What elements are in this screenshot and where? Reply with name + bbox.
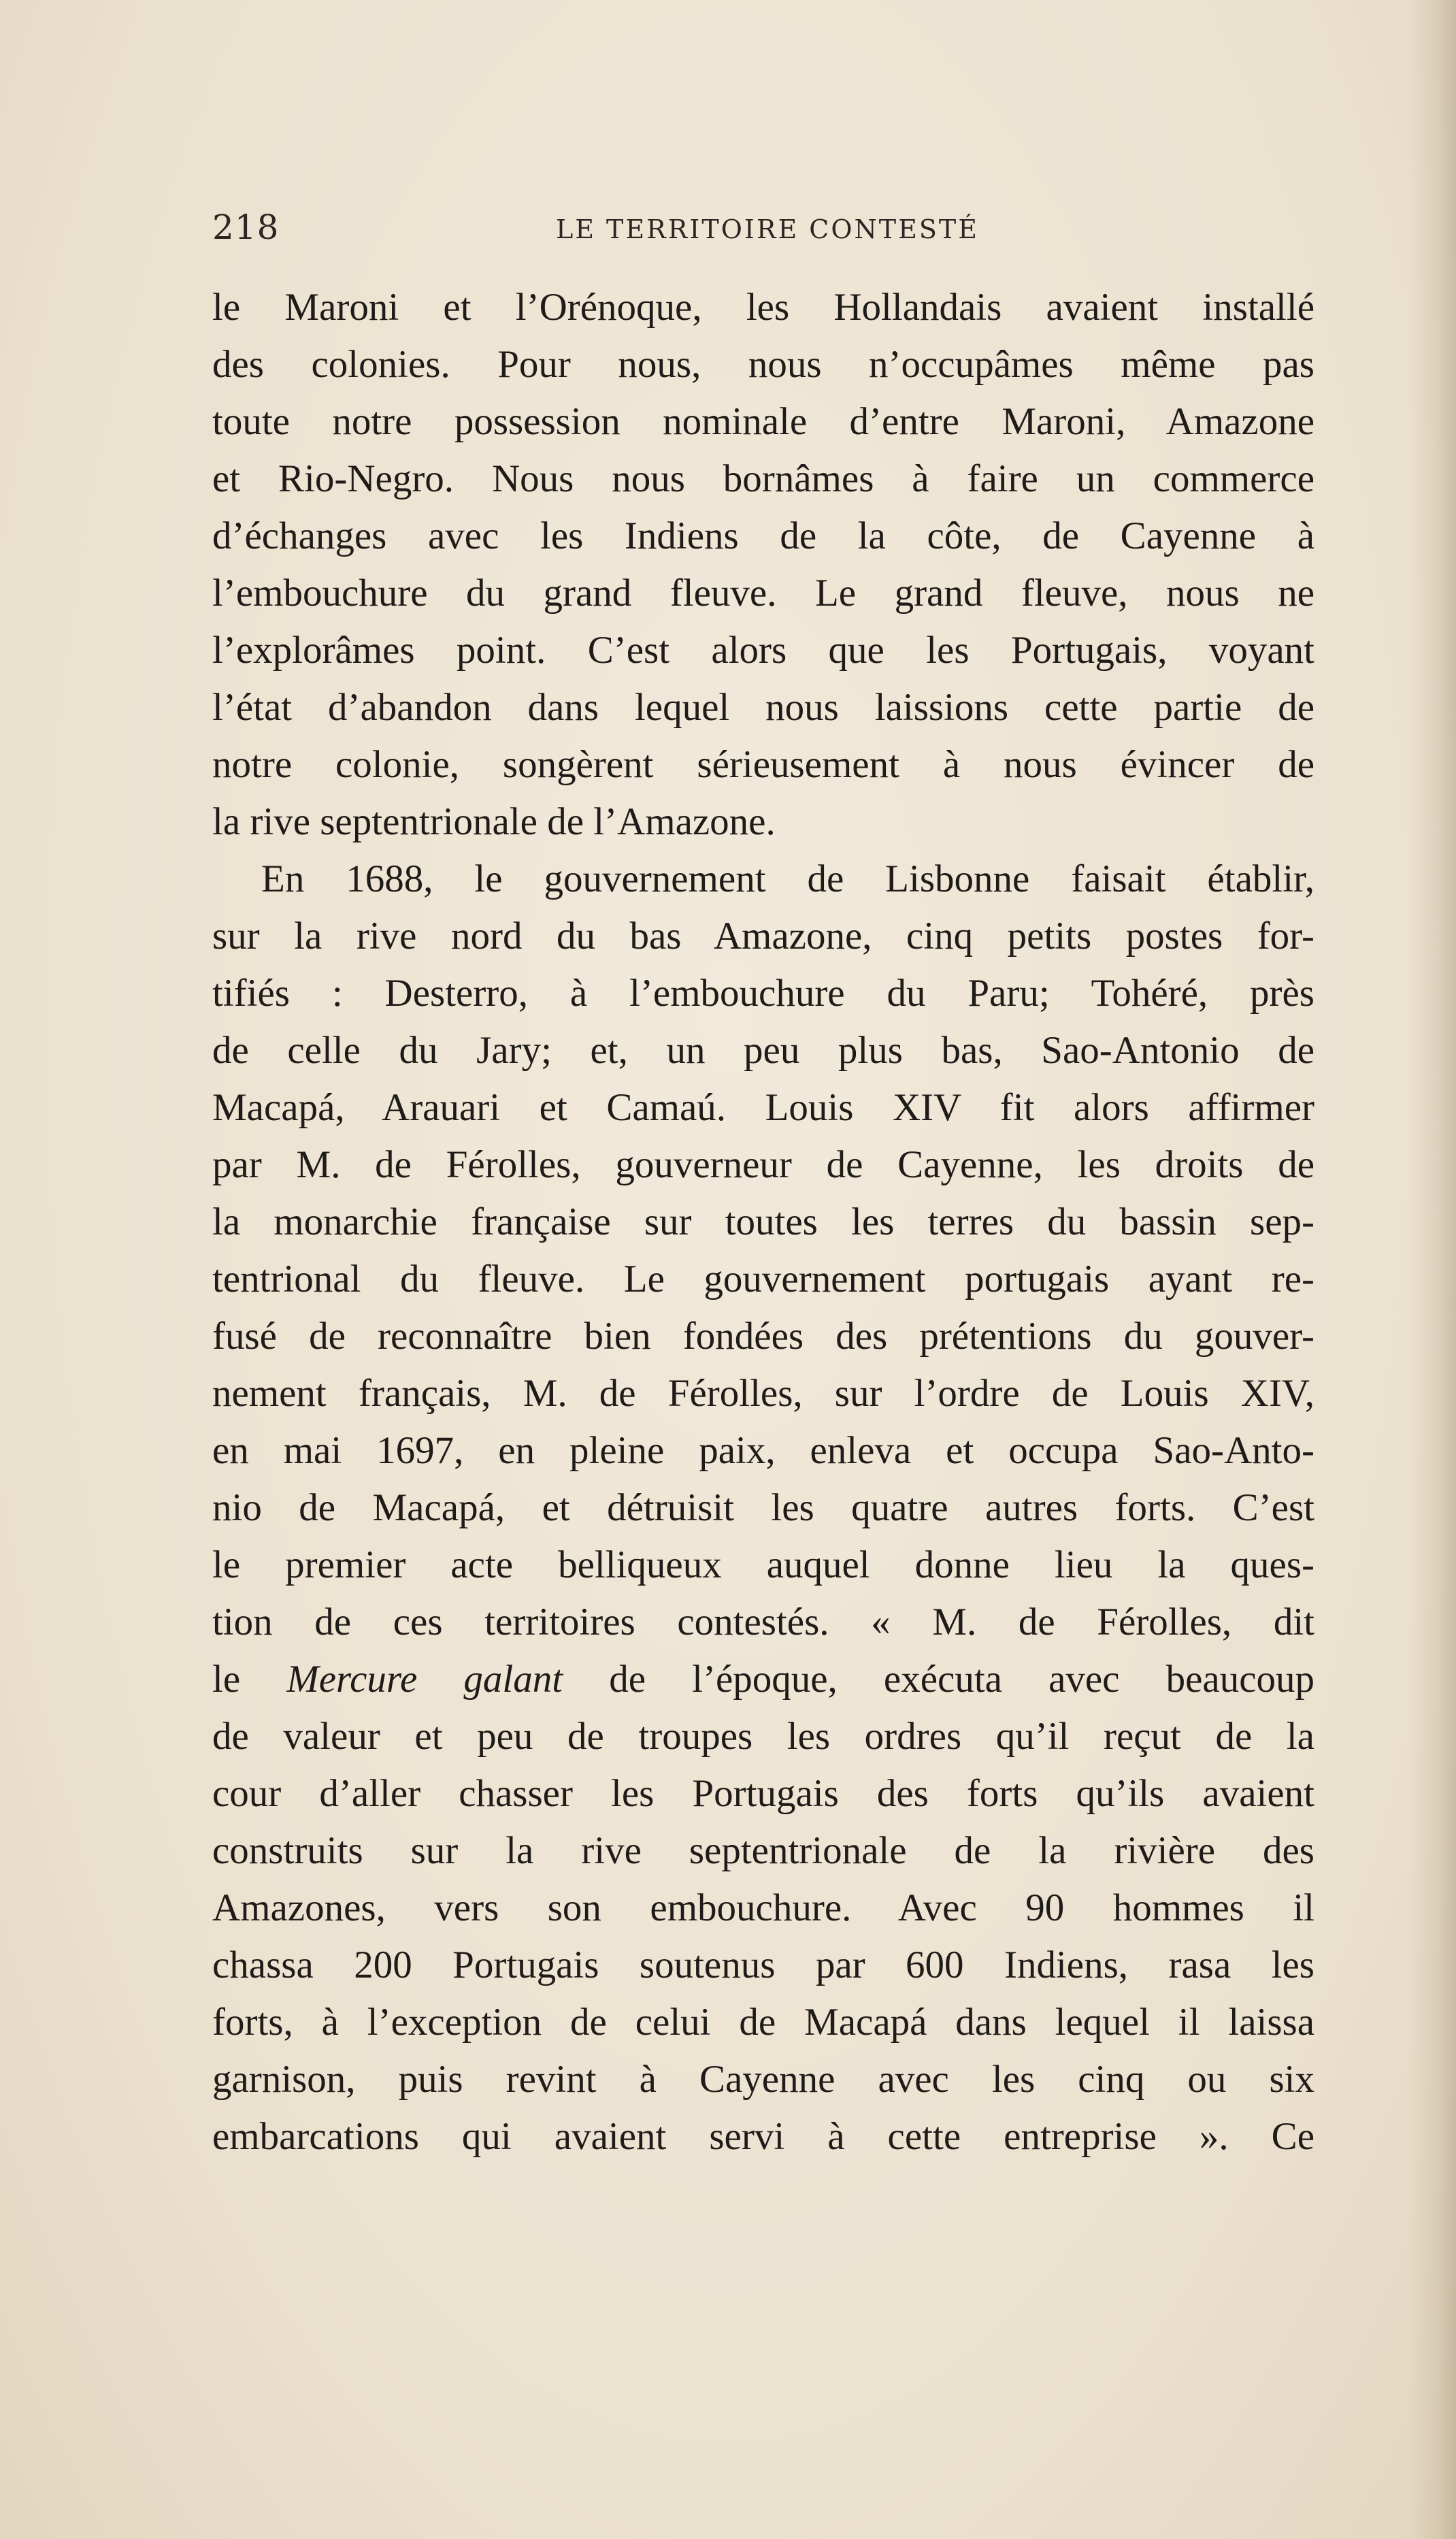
text-line-with-italic bbox=[212, 1651, 1314, 1708]
text-line: nement français, M. de Férolles, sur l’ordre de Louis XIV, bbox=[212, 1372, 1314, 1415]
text-line: en mai 1697, en pleine paix, enleva et occupa Sao-Anto- bbox=[212, 1429, 1314, 1472]
text-line: la monarchie française sur toutes les terres du bassin sep- bbox=[212, 1200, 1314, 1243]
text-segment: le bbox=[212, 1658, 241, 1701]
text-line: notre colonie, songèrent sérieusement à nous évincer de bbox=[212, 743, 1314, 786]
text-line: par M. de Férolles, gouverneur de Cayenne, les droits de bbox=[212, 1143, 1314, 1186]
text-line: nio de Macapá, et détruisit les quatre autres forts. C’est bbox=[212, 1486, 1314, 1529]
text-line: sur la rive nord du bas Amazone, cinq petits postes for- bbox=[212, 915, 1314, 957]
text-line: des colonies. Pour nous, nous n’occupâmes même pas bbox=[212, 343, 1314, 386]
text-line: le Maroni et l’Orénoque, les Hollandais avaient installé bbox=[212, 286, 1314, 329]
page-spine-shadow bbox=[1408, 0, 1456, 2539]
text-line: d’échanges avec les Indiens de la côte, de Cayenne à bbox=[212, 514, 1314, 557]
text-line: tifiés : Desterro, à l’embouchure du Paru; Tohéré, près bbox=[212, 972, 1314, 1015]
body-text bbox=[212, 279, 1314, 2165]
text-line: garnison, puis revint à Cayenne avec les cinq ou six bbox=[212, 2058, 1314, 2101]
text-line: chassa 200 Portugais soutenus par 600 Indiens, rasa les bbox=[212, 1944, 1314, 1986]
text-line: Macapá, Arauari et Camaú. Louis XIV fit alors affirmer bbox=[212, 1086, 1314, 1129]
text-line: cour d’aller chasser les Portugais des forts qu’ils avaient bbox=[212, 1772, 1314, 1815]
text-line: construits sur la rive septentrionale de la rivière des bbox=[212, 1829, 1314, 1872]
text-segment: de l’époque, exécuta avec beaucoup bbox=[609, 1658, 1314, 1701]
italic-title: Mercure galant bbox=[286, 1658, 563, 1701]
text-line: fusé de reconnaître bien fondées des prétentions du gouver- bbox=[212, 1315, 1314, 1358]
running-head bbox=[212, 208, 988, 255]
text-line: l’état d’abandon dans lequel nous laissions cette partie de bbox=[212, 686, 1314, 729]
paragraph-end-line: la rive septentrionale de l’Amazone. bbox=[212, 800, 776, 843]
paragraph-start-line: En 1688, le gouvernement de Lisbonne faisait établir, bbox=[261, 857, 1314, 900]
text-line: de valeur et peu de troupes les ordres qu’il reçut de la bbox=[212, 1715, 1314, 1758]
text-line: et Rio-Negro. Nous nous bornâmes à faire un commerce bbox=[212, 457, 1314, 500]
text-line: tentrional du fleuve. Le gouvernement portugais ayant re- bbox=[212, 1258, 1314, 1300]
text-line: Amazones, vers son embouchure. Avec 90 hommes il bbox=[212, 1886, 1314, 1929]
text-line: forts, à l’exception de celui de Macapá dans lequel il laissa bbox=[212, 2001, 1314, 2044]
text-line: l’embouchure du grand fleuve. Le grand fleuve, nous ne bbox=[212, 572, 1314, 615]
text-line: de celle du Jary; et, un peu plus bas, Sao-Antonio de bbox=[212, 1029, 1314, 1072]
text-line: le premier acte belliqueux auquel donne lieu la ques- bbox=[212, 1543, 1314, 1586]
text-line: tion de ces territoires contestés. « M. de Férolles, dit bbox=[212, 1601, 1314, 1643]
text-line: embarcations qui avaient servi à cette entreprise ». Ce bbox=[212, 2115, 1314, 2158]
text-line: toute notre possession nominale d’entre Maroni, Amazone bbox=[212, 400, 1314, 443]
running-title: LE TERRITOIRE CONTESTÉ bbox=[556, 214, 979, 244]
text-line: l’explorâmes point. C’est alors que les Portugais, voyant bbox=[212, 629, 1314, 672]
page-number: 218 bbox=[212, 208, 280, 247]
